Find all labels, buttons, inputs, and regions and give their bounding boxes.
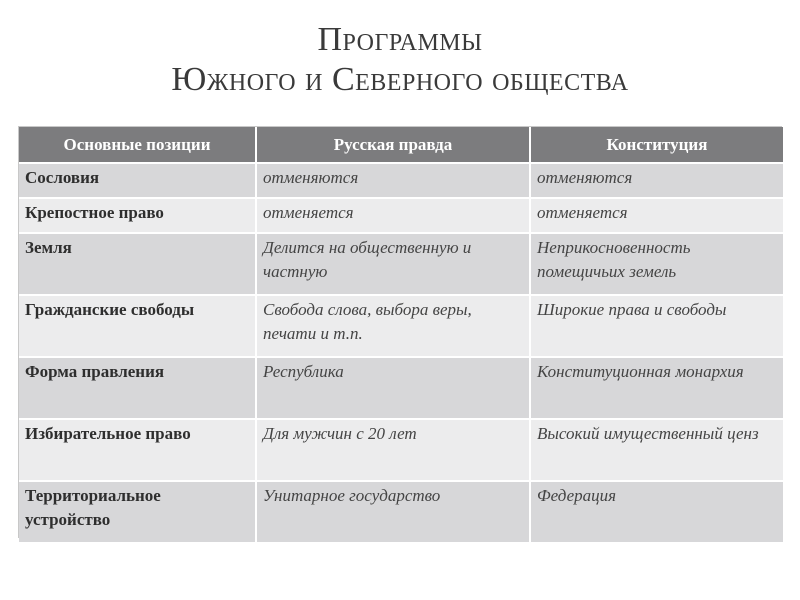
- table-row: [19, 163, 783, 198]
- row-position: Избирательное право: [19, 419, 256, 481]
- row-konstitutsiya: отменяются: [530, 163, 783, 198]
- row-russkaya-pravda: Для мужчин с 20 лет: [256, 419, 530, 481]
- header-konstitutsiya: Конституция: [530, 127, 783, 163]
- header-russkaya-pravda: Русская правда: [256, 127, 530, 163]
- row-position: Земля: [19, 233, 256, 295]
- comparison-table: [19, 127, 783, 542]
- row-position: Форма правления: [19, 357, 256, 419]
- row-konstitutsiya: Высокий имущественный ценз: [530, 419, 783, 481]
- row-konstitutsiya: Широкие права и свободы: [530, 295, 783, 357]
- comparison-table-container: [18, 126, 782, 538]
- row-russkaya-pravda: отменяется: [256, 198, 530, 233]
- table-row: [19, 481, 783, 542]
- table-row: [19, 295, 783, 357]
- row-russkaya-pravda: отменяются: [256, 163, 530, 198]
- table-row: [19, 357, 783, 419]
- row-position: Сословия: [19, 163, 256, 198]
- table-header-row: [19, 127, 783, 163]
- row-konstitutsiya: Федерация: [530, 481, 783, 542]
- row-russkaya-pravda: Республика: [256, 357, 530, 419]
- row-russkaya-pravda: Унитарное государство: [256, 481, 530, 542]
- page-title-line-1: [0, 20, 800, 60]
- row-position: Гражданские свободы: [19, 295, 256, 357]
- row-position: Крепостное право: [19, 198, 256, 233]
- row-konstitutsiya: отменяется: [530, 198, 783, 233]
- row-konstitutsiya: Конституционная монархия: [530, 357, 783, 419]
- row-konstitutsiya: Неприкосновенность помещичьих земель: [530, 233, 783, 295]
- header-positions: Основные позиции: [19, 127, 256, 163]
- title-text-2: Южного и Северного общества: [171, 61, 629, 98]
- row-russkaya-pravda: Свобода слова, выбора веры, печати и т.п.: [256, 295, 530, 357]
- table-row: [19, 419, 783, 481]
- title-text-1: Программы: [317, 21, 483, 58]
- row-russkaya-pravda: Делится на общественную и частную: [256, 233, 530, 295]
- table-row: [19, 198, 783, 233]
- row-position: Территориальное устройство: [19, 481, 256, 542]
- table-row: [19, 233, 783, 295]
- page-title-line-2: [0, 60, 800, 100]
